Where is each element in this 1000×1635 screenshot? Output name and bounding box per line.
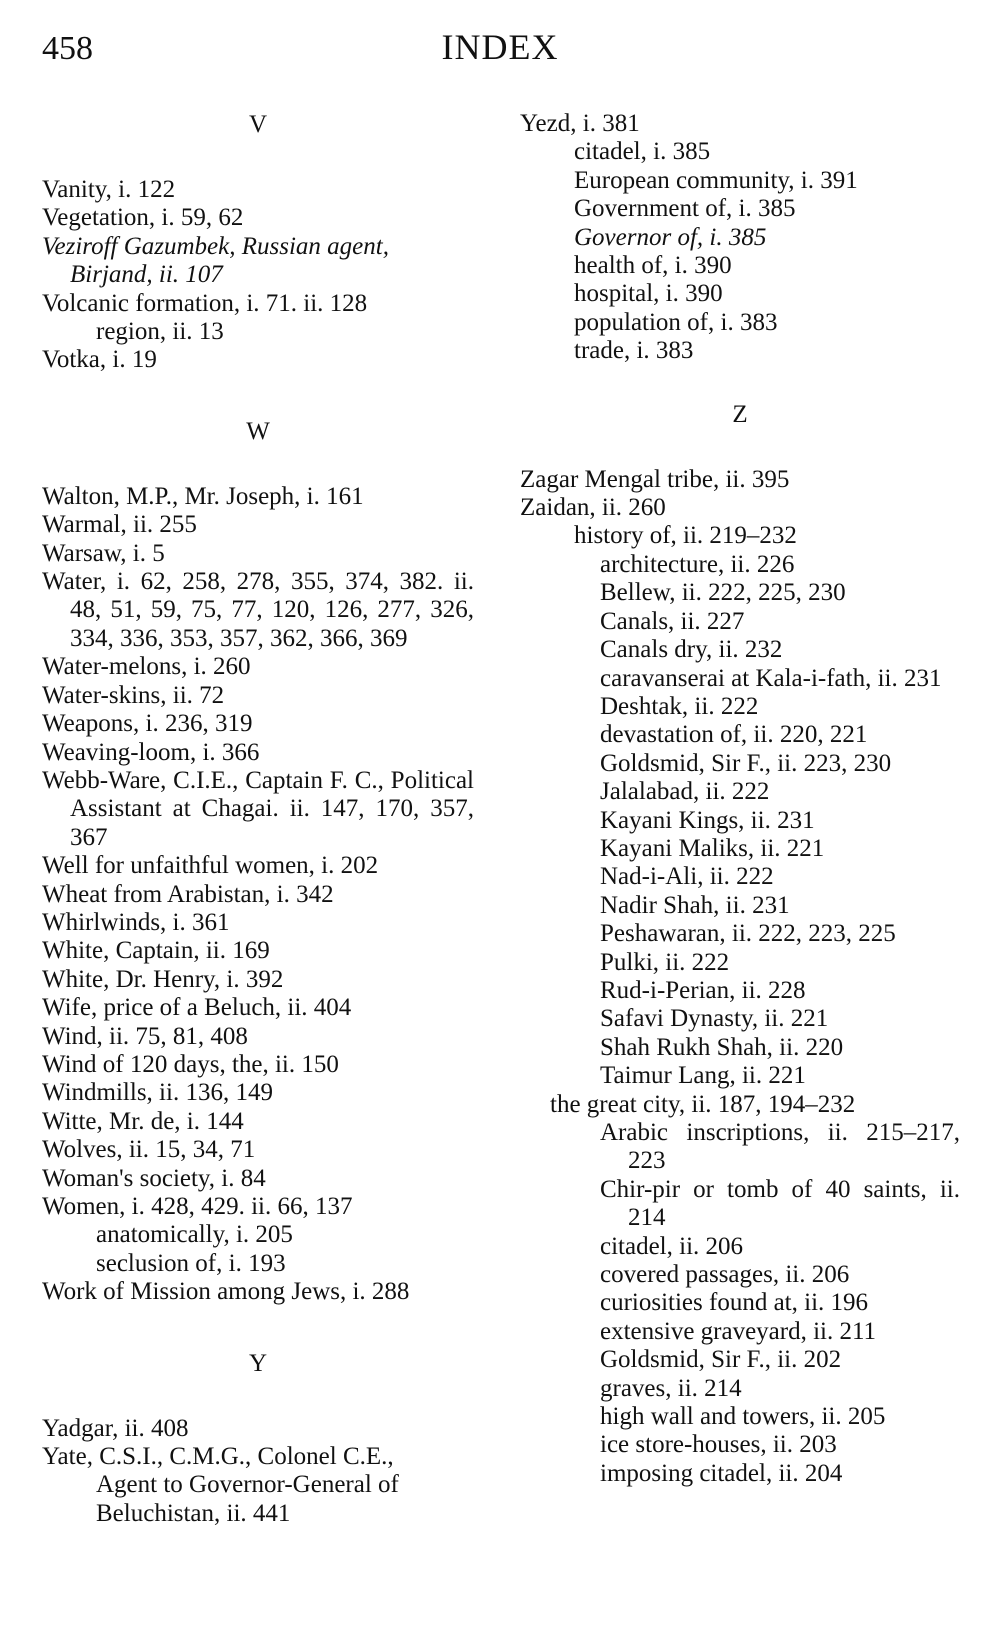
index-entry: Windmills, ii. 136, 149 xyxy=(42,1079,273,1107)
page-title: INDEX xyxy=(441,27,559,67)
index-subsubentry: Peshawaran, ii. 222, 223, 225 xyxy=(600,920,896,948)
index-subentry: European community, i. 391 xyxy=(574,166,858,194)
index-entry: Work of Mission among Jews, i. 288 xyxy=(42,1278,410,1306)
index-entry: Water, i. 62, 258, 278, 355, 374, 382. ii. 48, 51, 59, 75, 77, 120, 126, 277, 326, 334, 336, 353, 357, 362, 366, 369 xyxy=(42,568,474,652)
index-subentry: seclusion of, i. 193 xyxy=(96,1249,286,1277)
index-subentry: Governor of, i. 385 xyxy=(574,223,767,251)
index-subsubentry: Chir-pir or tomb of 40 saints, ii. 214 xyxy=(600,1175,960,1232)
index-subsubentry: Deshtak, ii. 222 xyxy=(600,692,759,720)
index-entry: Yezd, i. 381 xyxy=(520,110,640,137)
index-subsubentry: ice store-houses, ii. 203 xyxy=(600,1431,837,1459)
left-column xyxy=(42,110,474,1528)
index-subentry: region, ii. 13 xyxy=(96,318,224,346)
index-subsubentry: Shah Rukh Shah, ii. 220 xyxy=(600,1033,844,1061)
index-subsubentry: Pulki, ii. 222 xyxy=(600,948,730,976)
index-subentry: Government of, i. 385 xyxy=(574,195,796,223)
index-subsubentry: Bellew, ii. 222, 225, 230 xyxy=(600,579,846,607)
index-entry: Webb-Ware, C.I.E., Captain F. C., Political Assistant at Chagai. ii. 147, 170, 357, 367 xyxy=(42,766,474,851)
index-entry-continuation: Agent to Governor-General of xyxy=(96,1471,399,1499)
index-subsubentry: Kayani Kings, ii. 231 xyxy=(600,806,815,834)
index-entry: Wolves, ii. 15, 34, 71 xyxy=(42,1136,256,1164)
index-subentry: hospital, i. 390 xyxy=(574,280,723,308)
index-subentry: history of, ii. 219–232 xyxy=(574,522,797,550)
index-entry: Witte, Mr. de, i. 144 xyxy=(42,1107,244,1135)
index-entry: Weapons, i. 236, 319 xyxy=(42,710,253,738)
index-entry: Veziroff Gazumbek, Russian agent, Birjand, ii. 107 xyxy=(42,232,389,289)
index-subsubentry: Canals dry, ii. 232 xyxy=(600,636,783,664)
section-heading-w: W xyxy=(246,417,270,445)
index-subentry: health of, i. 390 xyxy=(574,252,732,280)
section-heading-z: Z xyxy=(732,400,748,428)
index-entry: Weaving-loom, i. 366 xyxy=(42,738,260,766)
index-subsubentry: citadel, ii. 206 xyxy=(600,1232,744,1260)
index-entry: Warsaw, i. 5 xyxy=(42,539,165,567)
index-entry: Water-melons, i. 260 xyxy=(42,653,251,681)
index-subentry: anatomically, i. 205 xyxy=(96,1221,293,1249)
index-subsubentry: covered passages, ii. 206 xyxy=(600,1261,850,1289)
index-subsubentry: imposing citadel, ii. 204 xyxy=(600,1459,843,1487)
index-entry: Walton, M.P., Mr. Joseph, i. 161 xyxy=(42,482,364,510)
index-entry: Wife, price of a Beluch, ii. 404 xyxy=(42,994,352,1022)
index-subsubentry: curiosities found at, ii. 196 xyxy=(600,1289,869,1317)
index-entry: Vanity, i. 122 xyxy=(42,176,176,203)
index-subsubentry: Goldsmid, Sir F., ii. 202 xyxy=(600,1346,842,1374)
index-entry: Volcanic formation, i. 71. ii. 128 xyxy=(42,289,368,317)
right-column xyxy=(520,110,960,1488)
index-entry: Zagar Mengal tribe, ii. 395 xyxy=(520,465,790,493)
page-number: 458 xyxy=(42,30,93,67)
index-entry: Wind of 120 days, the, ii. 150 xyxy=(42,1050,339,1078)
index-entry: Wind, ii. 75, 81, 408 xyxy=(42,1022,248,1050)
index-entry: Wheat from Arabistan, i. 342 xyxy=(42,880,334,908)
index-subentry: trade, i. 383 xyxy=(574,337,694,365)
index-entry: White, Dr. Henry, i. 392 xyxy=(42,965,284,993)
index-subsubentry: graves, ii. 214 xyxy=(600,1374,742,1402)
index-entry: Zaidan, ii. 260 xyxy=(520,494,666,522)
index-entry: Vegetation, i. 59, 62 xyxy=(42,204,244,232)
index-entry: Water-skins, ii. 72 xyxy=(42,681,225,709)
index-subsubentry: extensive graveyard, ii. 211 xyxy=(600,1317,877,1345)
index-subsubentry: Nadir Shah, ii. 231 xyxy=(600,891,790,919)
index-entry: Women, i. 428, 429. ii. 66, 137 xyxy=(42,1193,353,1220)
index-subsubentry: devastation of, ii. 220, 221 xyxy=(600,721,868,749)
index-entry: Well for unfaithful women, i. 202 xyxy=(42,852,379,880)
index-subsubentry: Arabic inscriptions, ii. 215–217, 223 xyxy=(600,1119,960,1175)
index-subsubentry: Goldsmid, Sir F., ii. 223, 230 xyxy=(600,749,892,777)
section-heading-y: Y xyxy=(248,1349,268,1377)
index-entry: Whirlwinds, i. 361 xyxy=(42,908,230,936)
section-heading-v: V xyxy=(248,111,268,138)
index-entry-continuation: Beluchistan, ii. 441 xyxy=(96,1499,291,1527)
index-subentry: population of, i. 383 xyxy=(574,308,778,336)
index-subentry: the great city, ii. 187, 194–232 xyxy=(550,1090,856,1118)
index-subsubentry: Safavi Dynasty, ii. 221 xyxy=(600,1005,829,1033)
index-entry: Warmal, ii. 255 xyxy=(42,511,197,539)
index-subsubentry: Rud-i-Perian, ii. 228 xyxy=(600,976,806,1004)
index-entry: White, Captain, ii. 169 xyxy=(42,937,270,965)
index-subsubentry: Taimur Lang, ii. 221 xyxy=(600,1062,806,1090)
index-subsubentry: architecture, ii. 226 xyxy=(600,550,795,578)
index-entry: Yadgar, ii. 408 xyxy=(42,1414,189,1442)
index-subsubentry: Nad-i-Ali, ii. 222 xyxy=(600,863,774,891)
index-subsubentry: Jalalabad, ii. 222 xyxy=(600,778,770,806)
index-entry: Yate, C.S.I., C.M.G., Colonel C.E., xyxy=(42,1443,394,1471)
index-subsubentry: Kayani Maliks, ii. 221 xyxy=(600,834,825,862)
index-entry: Woman's society, i. 84 xyxy=(42,1164,266,1192)
index-subsubentry: caravanserai at Kala-i-fath, ii. 231 xyxy=(600,664,942,692)
index-entry: Votka, i. 19 xyxy=(42,346,157,374)
index-subsubentry: Canals, ii. 227 xyxy=(600,607,745,635)
index-subentry: citadel, i. 385 xyxy=(574,138,711,166)
index-subsubentry: high wall and towers, ii. 205 xyxy=(600,1403,886,1431)
